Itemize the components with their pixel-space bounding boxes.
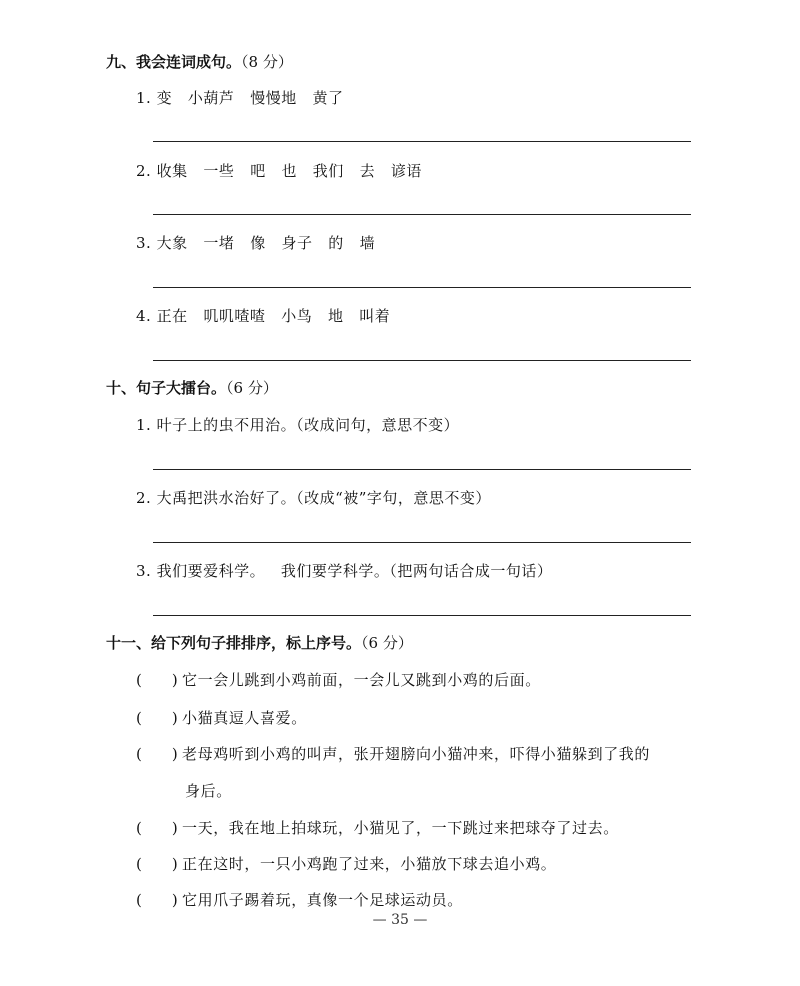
order-sentence-3: 老母鸡听到小鸡的叫声，张开翅膀向小猫冲来，吓得小猫躲到了我的 xyxy=(182,745,651,763)
section-11-score: （6 分） xyxy=(361,634,413,652)
section-9-item-2: 2. 收集 一些 吧 也 我们 去 谚语 xyxy=(136,162,422,180)
page-number: — 35 — xyxy=(372,912,428,928)
order-sentence-5: 正在这时，一只小鸡跑了过来，小猫放下球去追小鸡。 xyxy=(182,855,557,873)
order-blank[interactable]: ( ) xyxy=(136,709,178,727)
order-blank[interactable]: ( ) xyxy=(136,819,178,837)
order-sentence-4: 一天，我在地上拍球玩，小猫见了，一下跳过来把球夺了过去。 xyxy=(182,819,619,837)
answer-line xyxy=(153,214,691,215)
section-10-heading xyxy=(106,377,278,398)
section-11-heading xyxy=(106,632,413,653)
order-sentence-1: 它一会儿跳到小鸡前面，一会儿又跳到小鸡的后面。 xyxy=(182,671,541,689)
section-9-item-4: 4. 正在 叽叽喳喳 小鸟 地 叫着 xyxy=(136,307,391,325)
order-sentence-2: 小猫真逗人喜爱。 xyxy=(182,709,307,727)
answer-line xyxy=(153,360,691,361)
order-blank[interactable]: ( ) xyxy=(136,745,178,763)
order-blank[interactable]: ( ) xyxy=(136,671,178,689)
section-10-item-2: 2. 大禹把洪水治好了。（改成“被”字句，意思不变） xyxy=(136,489,491,507)
section-9-title: 九、我会连词成句。 xyxy=(106,53,242,71)
section-10-title: 十、句子大擂台。 xyxy=(106,379,227,397)
order-sentence-3-continuation: 身后。 xyxy=(185,782,232,800)
answer-line xyxy=(153,542,691,543)
section-10-item-3: 3. 我们要爱科学。 我们要学科学。（把两句话合成一句话） xyxy=(136,562,553,580)
order-blank[interactable]: ( ) xyxy=(136,891,178,909)
answer-line xyxy=(153,469,691,470)
answer-line xyxy=(153,287,691,288)
section-10-score: （6 分） xyxy=(226,379,278,397)
section-11-title: 十一、给下列句子排排序，标上序号。 xyxy=(106,634,362,652)
section-9-heading xyxy=(106,51,293,72)
section-9-item-1: 1. 变 小葫芦 慢慢地 黄了 xyxy=(136,89,344,107)
order-sentence-6: 它用爪子踢着玩，真像一个足球运动员。 xyxy=(182,891,463,909)
answer-line xyxy=(153,615,691,616)
section-9-item-3: 3. 大象 一堵 像 身子 的 墙 xyxy=(136,234,376,252)
answer-line xyxy=(153,141,691,142)
order-blank[interactable]: ( ) xyxy=(136,855,178,873)
section-9-score: （8 分） xyxy=(241,53,293,71)
section-10-item-1: 1. 叶子上的虫不用治。（改成问句，意思不变） xyxy=(136,416,460,434)
